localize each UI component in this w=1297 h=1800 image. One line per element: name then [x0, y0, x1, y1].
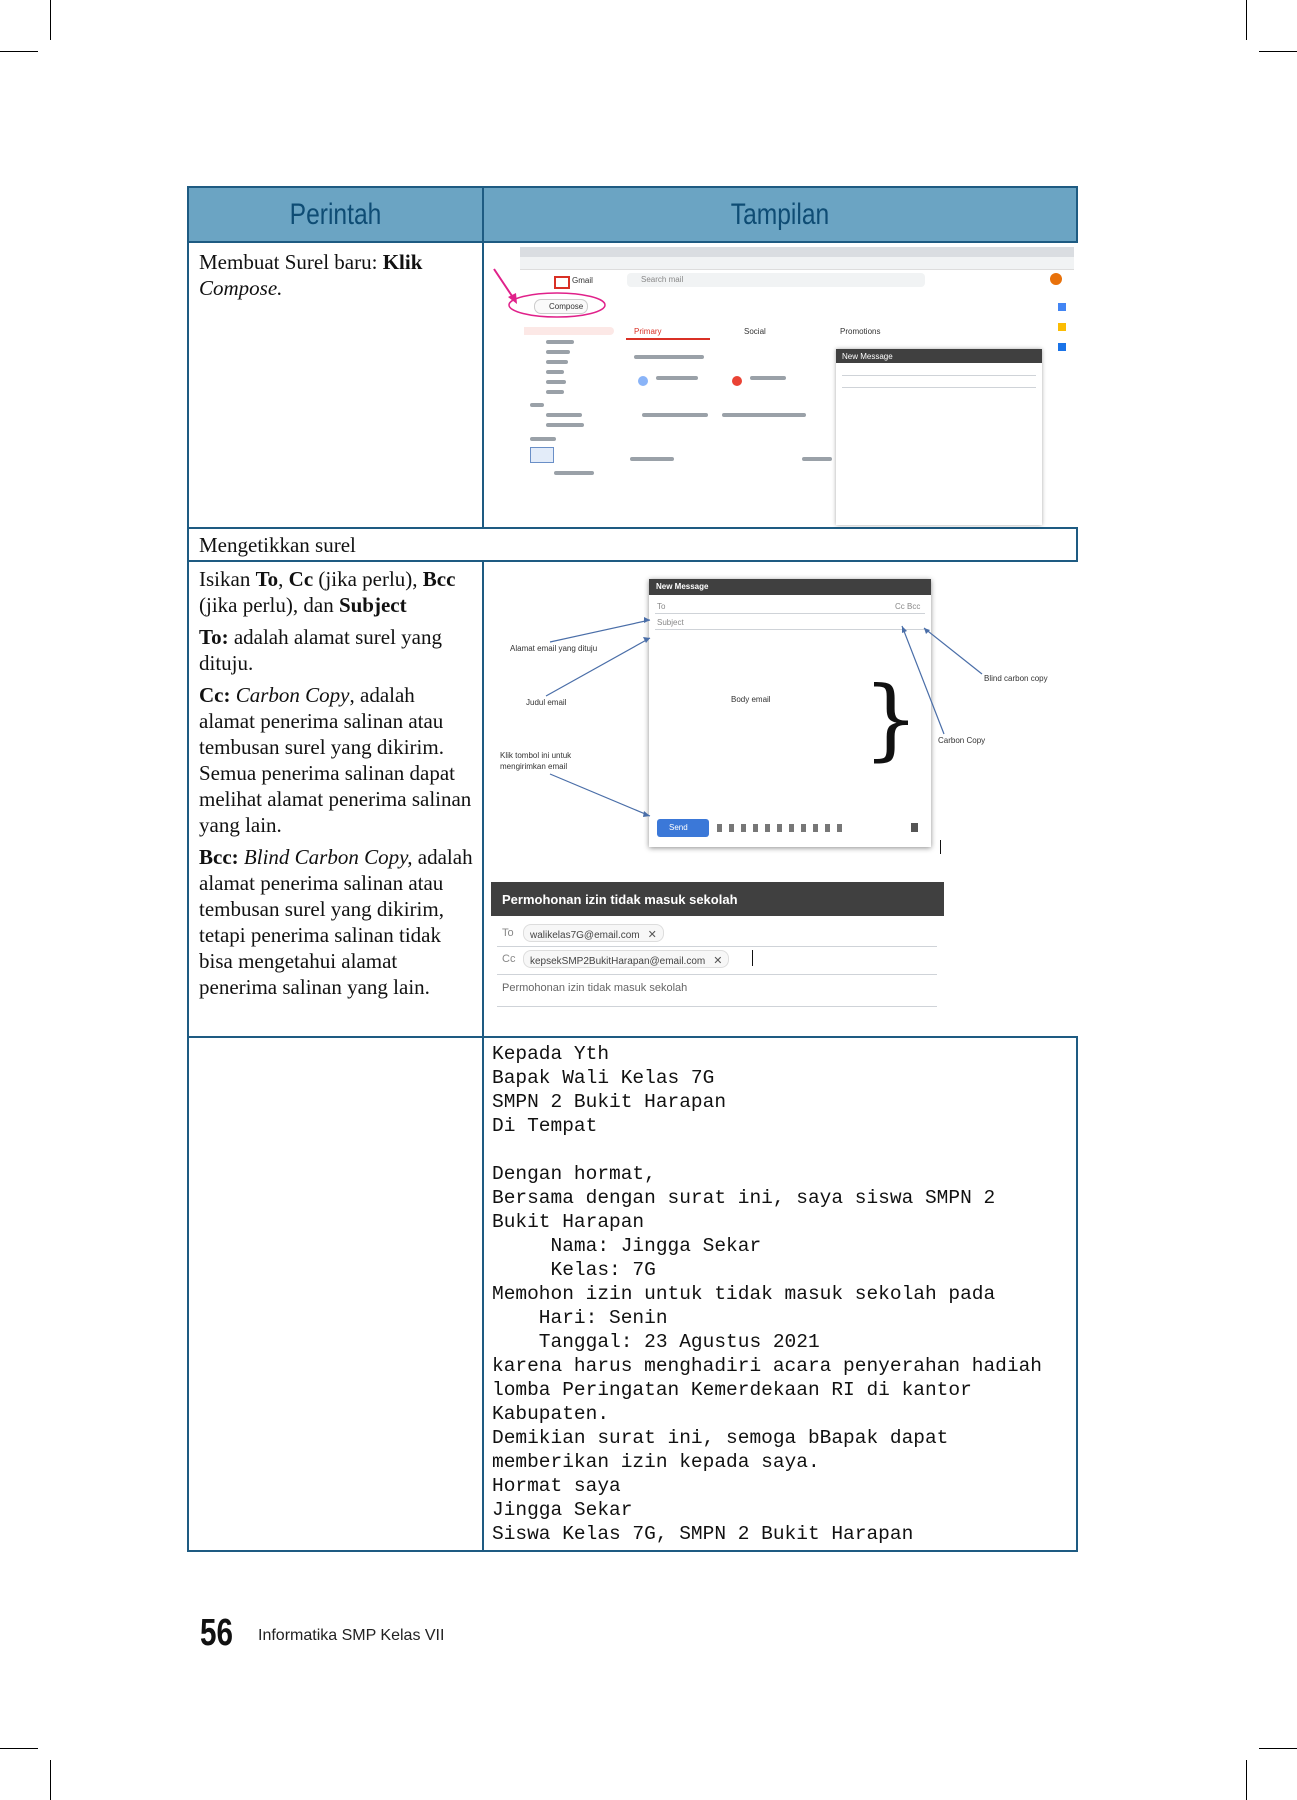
book-title: Informatika SMP Kelas VII: [258, 1627, 445, 1644]
cc-label: Cc: [502, 953, 516, 965]
avatar: [530, 447, 554, 463]
text-cursor: [752, 950, 753, 966]
to-paragraph: To: adalah alamat surel yang dituju.: [199, 625, 442, 675]
list-item: [546, 380, 566, 384]
callout-send: Klik tombol ini untuk mengirimkan email: [500, 751, 572, 771]
account-avatar[interactable]: [1050, 273, 1062, 285]
header-perintah: Perintah: [289, 197, 382, 231]
compose-titlebar: New Message: [649, 579, 931, 595]
compose-button[interactable]: Compose: [534, 299, 588, 314]
cc-chip[interactable]: kepsekSMP2BukitHarapan@email.com ✕: [523, 950, 729, 968]
cc-bcc-hint[interactable]: Cc Bcc: [895, 602, 921, 611]
sidebar-item-inbox[interactable]: [524, 327, 614, 335]
page-number: 56: [200, 1612, 233, 1654]
list-item: [630, 457, 674, 461]
crop-mark: [50, 0, 51, 40]
filled-email-header: Permohonan izin tidak masuk sekolah: [491, 882, 944, 916]
cc-paragraph: Cc: Carbon Copy, adalah alamat penerima salinan atau tembusan surel yang dikirim. Semua penerima salinan dapat melihat alamat penerima salinan yang lain.: [199, 683, 472, 837]
close-icon[interactable]: ✕: [647, 928, 657, 941]
list-item: [802, 457, 832, 461]
list-item: [656, 376, 698, 380]
letter-body: Kepada Yth Bapak Wali Kelas 7G SMPN 2 Bukit Harapan Di Tempat Dengan hormat, Bersama dengan surat ini, saya siswa SMPN 2 Bukit Harapan Nama: Jingga Sekar Kelas: 7G Memohon izin untuk tidak masuk sekolah pada Hari: Senin Tanggal: 23 Agustus 2021 karena harus menghadiri acara penyerahan hadiah lomba Peringatan Kemerdekaan RI di kantor Kabupaten. Demikian surat ini, semoga bBapak dapat memberikan izin kepada saya. Hormat saya Jingga Sekar Siswa Kelas 7G, SMPN 2 Bukit Harapan: [492, 1043, 1042, 1545]
new-message-titlebar: New Message: [836, 349, 1042, 363]
divider: [497, 946, 937, 947]
search-input[interactable]: Search mail: [627, 273, 925, 287]
table-row: [188, 242, 1077, 528]
list-item: [546, 370, 564, 374]
close-icon[interactable]: ✕: [713, 954, 723, 967]
list-item: [722, 413, 806, 417]
bcc-paragraph: Bcc: Blind Carbon Copy, adalah alamat penerima salinan atau tembusan surel yang dikirim, tetapi penerima salinan tidak bisa mengetahui alamat penerima salinan yang lain.: [199, 845, 473, 999]
gmail-screenshot: [484, 243, 1078, 527]
send-button[interactable]: Send: [657, 819, 709, 837]
callout-arrows: [484, 562, 1078, 862]
tab-primary[interactable]: Primary: [634, 327, 662, 336]
new-message-panel: [836, 349, 1042, 525]
table-row: [188, 561, 1077, 1037]
crop-mark: [50, 1760, 51, 1800]
cmd-bold: Klik: [382, 250, 423, 274]
tab-promotions[interactable]: Promotions: [840, 327, 881, 336]
crop-mark: [1259, 1748, 1297, 1749]
highlight-arrow-icon: [484, 243, 624, 333]
calendar-icon[interactable]: [1058, 303, 1066, 311]
callout-subject: Judul email: [526, 698, 567, 707]
crop-mark: [0, 1748, 38, 1749]
callout-to: Alamat email yang dituju: [510, 644, 598, 653]
crop-mark: [1246, 0, 1247, 40]
divider: [842, 387, 1036, 388]
to-chip[interactable]: walikelas7G@email.com ✕: [523, 924, 664, 942]
text-cursor: [940, 840, 941, 854]
alert-icon: [732, 376, 742, 386]
cmd-text: Membuat Surel baru:: [199, 250, 383, 274]
crop-mark: [1259, 51, 1297, 52]
instruction-table: [187, 186, 1078, 1552]
callout-bcc: Blind carbon copy: [984, 674, 1048, 683]
gmail-brand: Gmail: [572, 276, 593, 285]
section-label: Mengetikkan surel: [199, 533, 356, 557]
subject-hint: Subject: [657, 618, 684, 627]
divider: [842, 375, 1036, 376]
header-tampilan: Tampilan: [730, 197, 830, 231]
to-hint: To: [657, 602, 666, 611]
subject-value[interactable]: Permohonan izin tidak masuk sekolah: [502, 982, 688, 994]
intro-paragraph: Isikan To, Cc (jika perlu), Bcc (jika perlu), dan Subject: [199, 567, 456, 617]
brace-icon: }: [863, 667, 919, 770]
callout-cc: Carbon Copy: [938, 736, 986, 745]
compose-diagram: [484, 562, 1078, 1036]
to-label: To: [502, 927, 514, 939]
list-item: [750, 376, 786, 380]
list-item: [546, 413, 582, 417]
cmd-compose: [189, 243, 482, 309]
list-item: [634, 355, 704, 359]
list-item: [530, 437, 556, 441]
compose-fields-explanation: [189, 562, 482, 1014]
table-header-row: [188, 187, 1077, 242]
list-item: [642, 413, 708, 417]
divider: [497, 974, 937, 975]
keep-icon[interactable]: [1058, 323, 1066, 331]
gear-icon: [638, 376, 648, 386]
list-item: [554, 471, 594, 475]
filled-email: [491, 882, 944, 1012]
tab-primary-underline: [626, 338, 710, 340]
tasks-icon[interactable]: [1058, 343, 1066, 351]
crop-mark: [0, 51, 38, 52]
tab-social[interactable]: Social: [744, 327, 766, 336]
divider: [497, 1006, 937, 1007]
crop-mark: [1246, 1760, 1247, 1800]
list-item: [546, 423, 584, 427]
list-item: [546, 340, 574, 344]
list-item: [546, 390, 564, 394]
list-item: [546, 360, 568, 364]
list-item: [546, 350, 570, 354]
table-row: [188, 528, 1077, 561]
list-item: [530, 403, 544, 407]
table-row: [188, 1037, 1077, 1551]
body-label: Body email: [731, 695, 771, 704]
cmd-italic: Compose.: [199, 276, 283, 300]
